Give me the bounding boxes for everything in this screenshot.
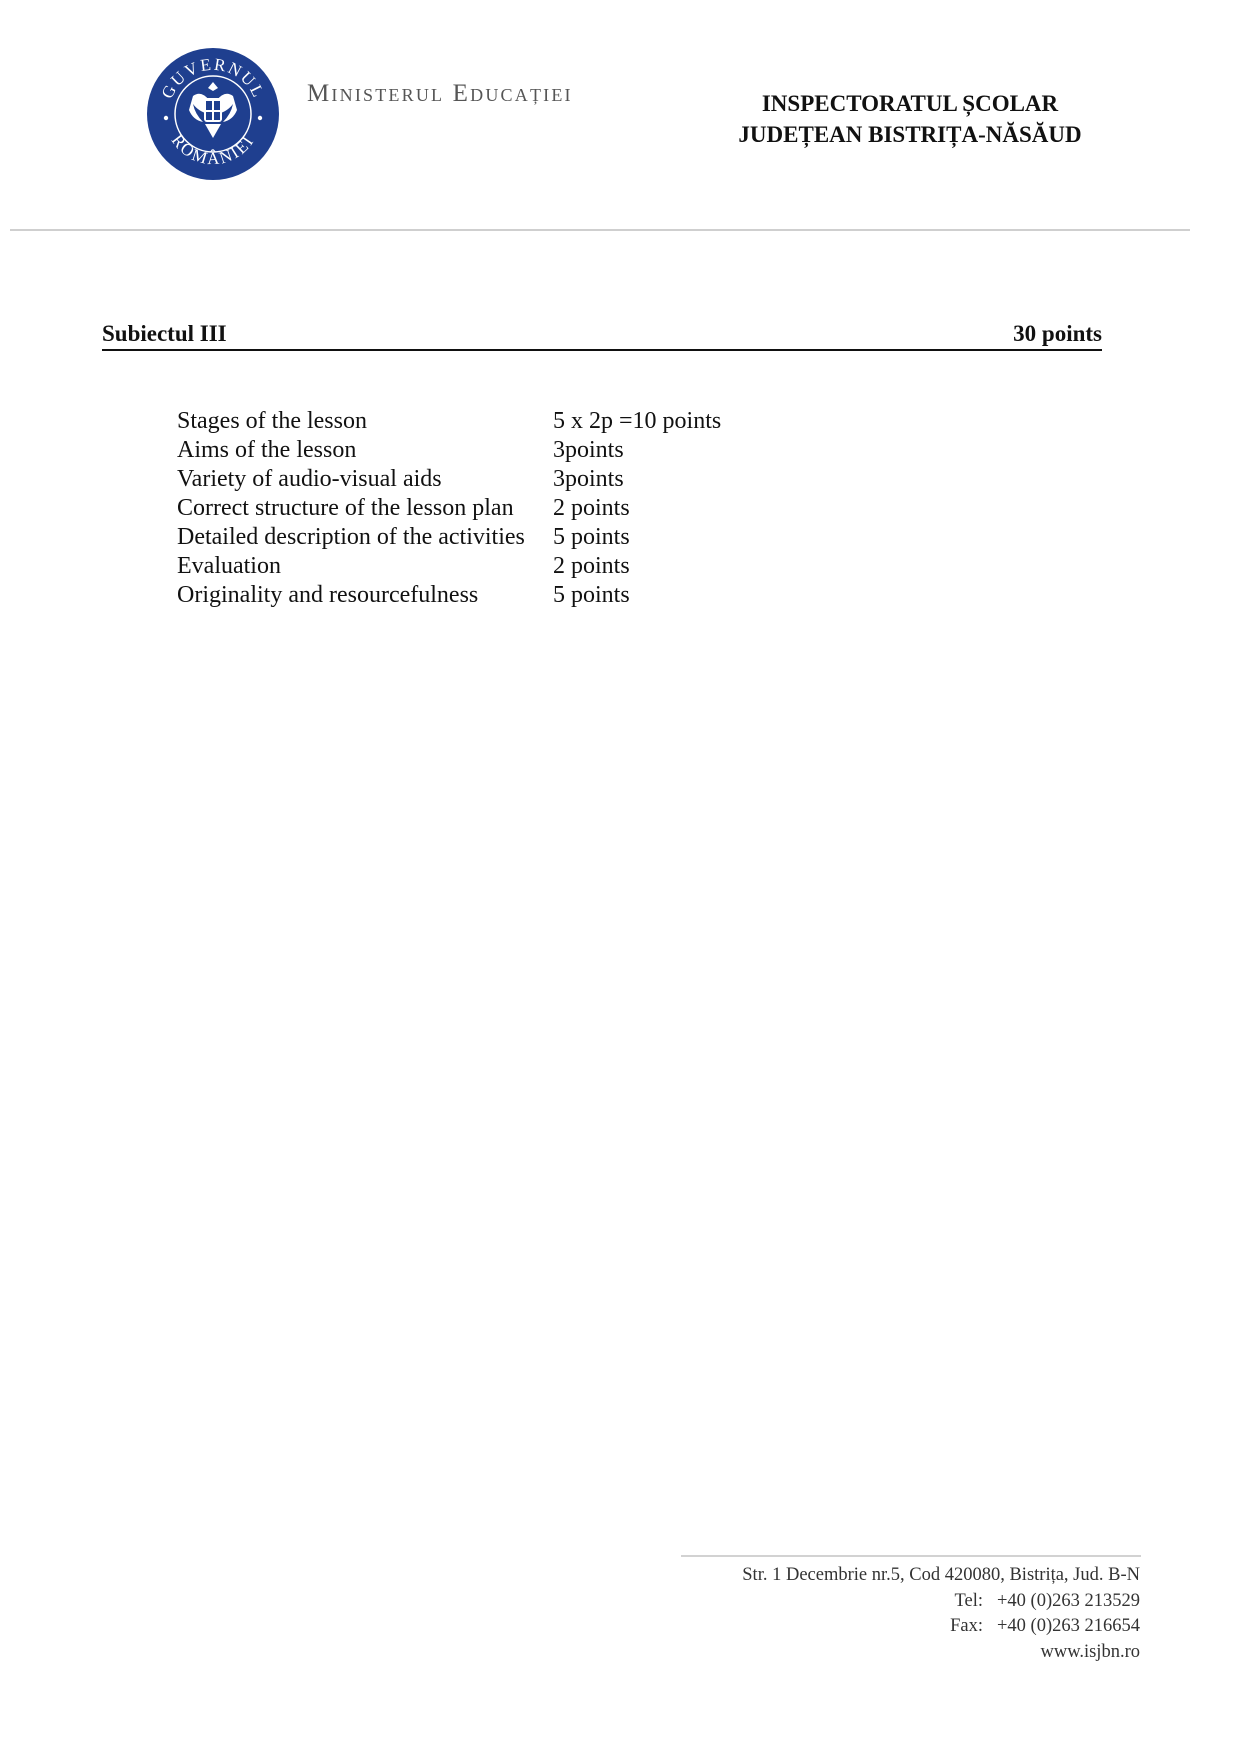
- ministry-name: Ministerul Educației: [307, 80, 573, 107]
- logo-ring-text-top: GUVERNUL: [157, 54, 269, 102]
- footer-fax: [600, 1614, 1140, 1640]
- footer-website: www.isjbn.ro: [1040, 1641, 1140, 1662]
- footer-address: Str. 1 Decembrie nr.5, Cod 420080, Bistrița, Jud. B-N: [742, 1565, 1140, 1585]
- criteria-points: 5 points: [553, 524, 630, 550]
- tel-number: +40 (0)263 213529: [996, 1590, 1140, 1611]
- criteria-row: [177, 581, 721, 610]
- logo-ring-text-bottom: ROMÂNIEI: [167, 130, 259, 169]
- government-seal-icon: [145, 46, 281, 182]
- criteria-row: [177, 552, 721, 581]
- criteria-row: [177, 494, 721, 523]
- grading-criteria-list: [177, 407, 721, 610]
- criteria-label: Originality and resourcefulness: [177, 582, 479, 608]
- criteria-label: Correct structure of the lesson plan: [177, 495, 514, 521]
- government-logo: [145, 46, 281, 182]
- footer-divider: [681, 1555, 1141, 1557]
- criteria-row: [177, 436, 721, 465]
- fax-label: Fax:: [950, 1616, 983, 1636]
- criteria-label: Evaluation: [177, 553, 281, 579]
- criteria-points: 5 x 2p =10 points: [553, 408, 722, 434]
- criteria-points: 3points: [553, 437, 624, 463]
- tel-label: Tel:: [954, 1590, 983, 1611]
- inspectorate-line-1: INSPECTORATUL ȘCOLAR: [761, 91, 1059, 116]
- criteria-label: Stages of the lesson: [177, 408, 367, 434]
- criteria-points: 2 points: [553, 553, 630, 579]
- criteria-points: 3points: [553, 466, 624, 492]
- criteria-points: 2 points: [553, 495, 630, 521]
- inspectorate-name: [700, 88, 1120, 150]
- criteria-label: Detailed description of the activities: [177, 524, 525, 550]
- footer-tel: [600, 1589, 1140, 1615]
- criteria-row: [177, 407, 721, 436]
- header-divider: [10, 229, 1190, 231]
- subject-heading: [102, 321, 1102, 351]
- criteria-label: Aims of the lesson: [177, 437, 357, 463]
- criteria-row: [177, 465, 721, 494]
- subject-title: Subiectul III: [102, 321, 227, 346]
- criteria-points: 5 points: [553, 582, 630, 608]
- criteria-row: [177, 523, 721, 552]
- criteria-label: Variety of audio-visual aids: [177, 466, 442, 492]
- footer-contact: [600, 1563, 1140, 1665]
- subject-points: 30 points: [1013, 321, 1102, 346]
- fax-number: +40 (0)263 216654: [996, 1616, 1140, 1636]
- inspectorate-line-2: JUDEȚEAN BISTRIȚA-NĂSĂUD: [738, 122, 1082, 147]
